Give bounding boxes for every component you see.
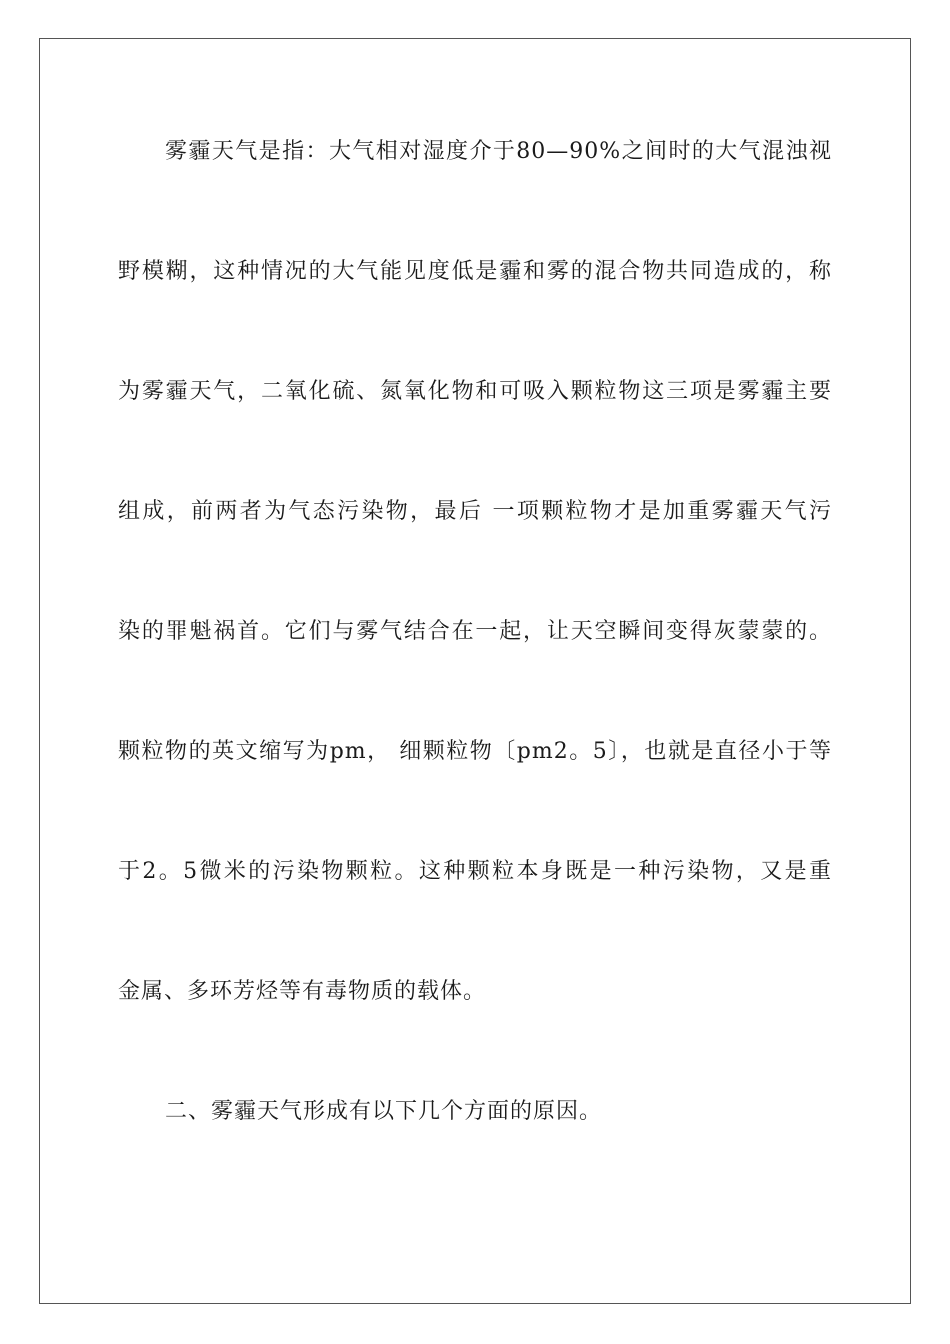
paragraph-line-2: 野模糊，这种情况的大气能见度低是霾和雾的混合物共同造成的，称	[118, 259, 832, 284]
section-heading: 二、雾霾天气形成有以下几个方面的原因。	[165, 1099, 603, 1124]
paragraph-line-4: 组成，前两者为气态污染物，最后 一项颗粒物才是加重雾霾天气污	[118, 499, 832, 524]
paragraph-line-7: 于2。5微米的污染物颗粒。这种颗粒本身既是一种污染物，又是重	[118, 859, 832, 884]
paragraph-line-3: 为雾霾天气，二氧化硫、氮氧化物和可吸入颗粒物这三项是雾霾主要	[118, 379, 832, 404]
paragraph-line-1: 雾霾天气是指：大气相对湿度介于80—90%之间时的大气混浊视	[165, 139, 832, 164]
paragraph-line-8: 金属、多环芳烃等有毒物质的载体。	[118, 979, 487, 1004]
paragraph-line-5: 染的罪魁祸首。它们与雾气结合在一起，让天空瞬间变得灰蒙蒙的。	[118, 619, 832, 644]
paragraph-line-6: 颗粒物的英文缩写为pm， 细颗粒物〔pm2。5〕，也就是直径小于等	[118, 739, 832, 764]
